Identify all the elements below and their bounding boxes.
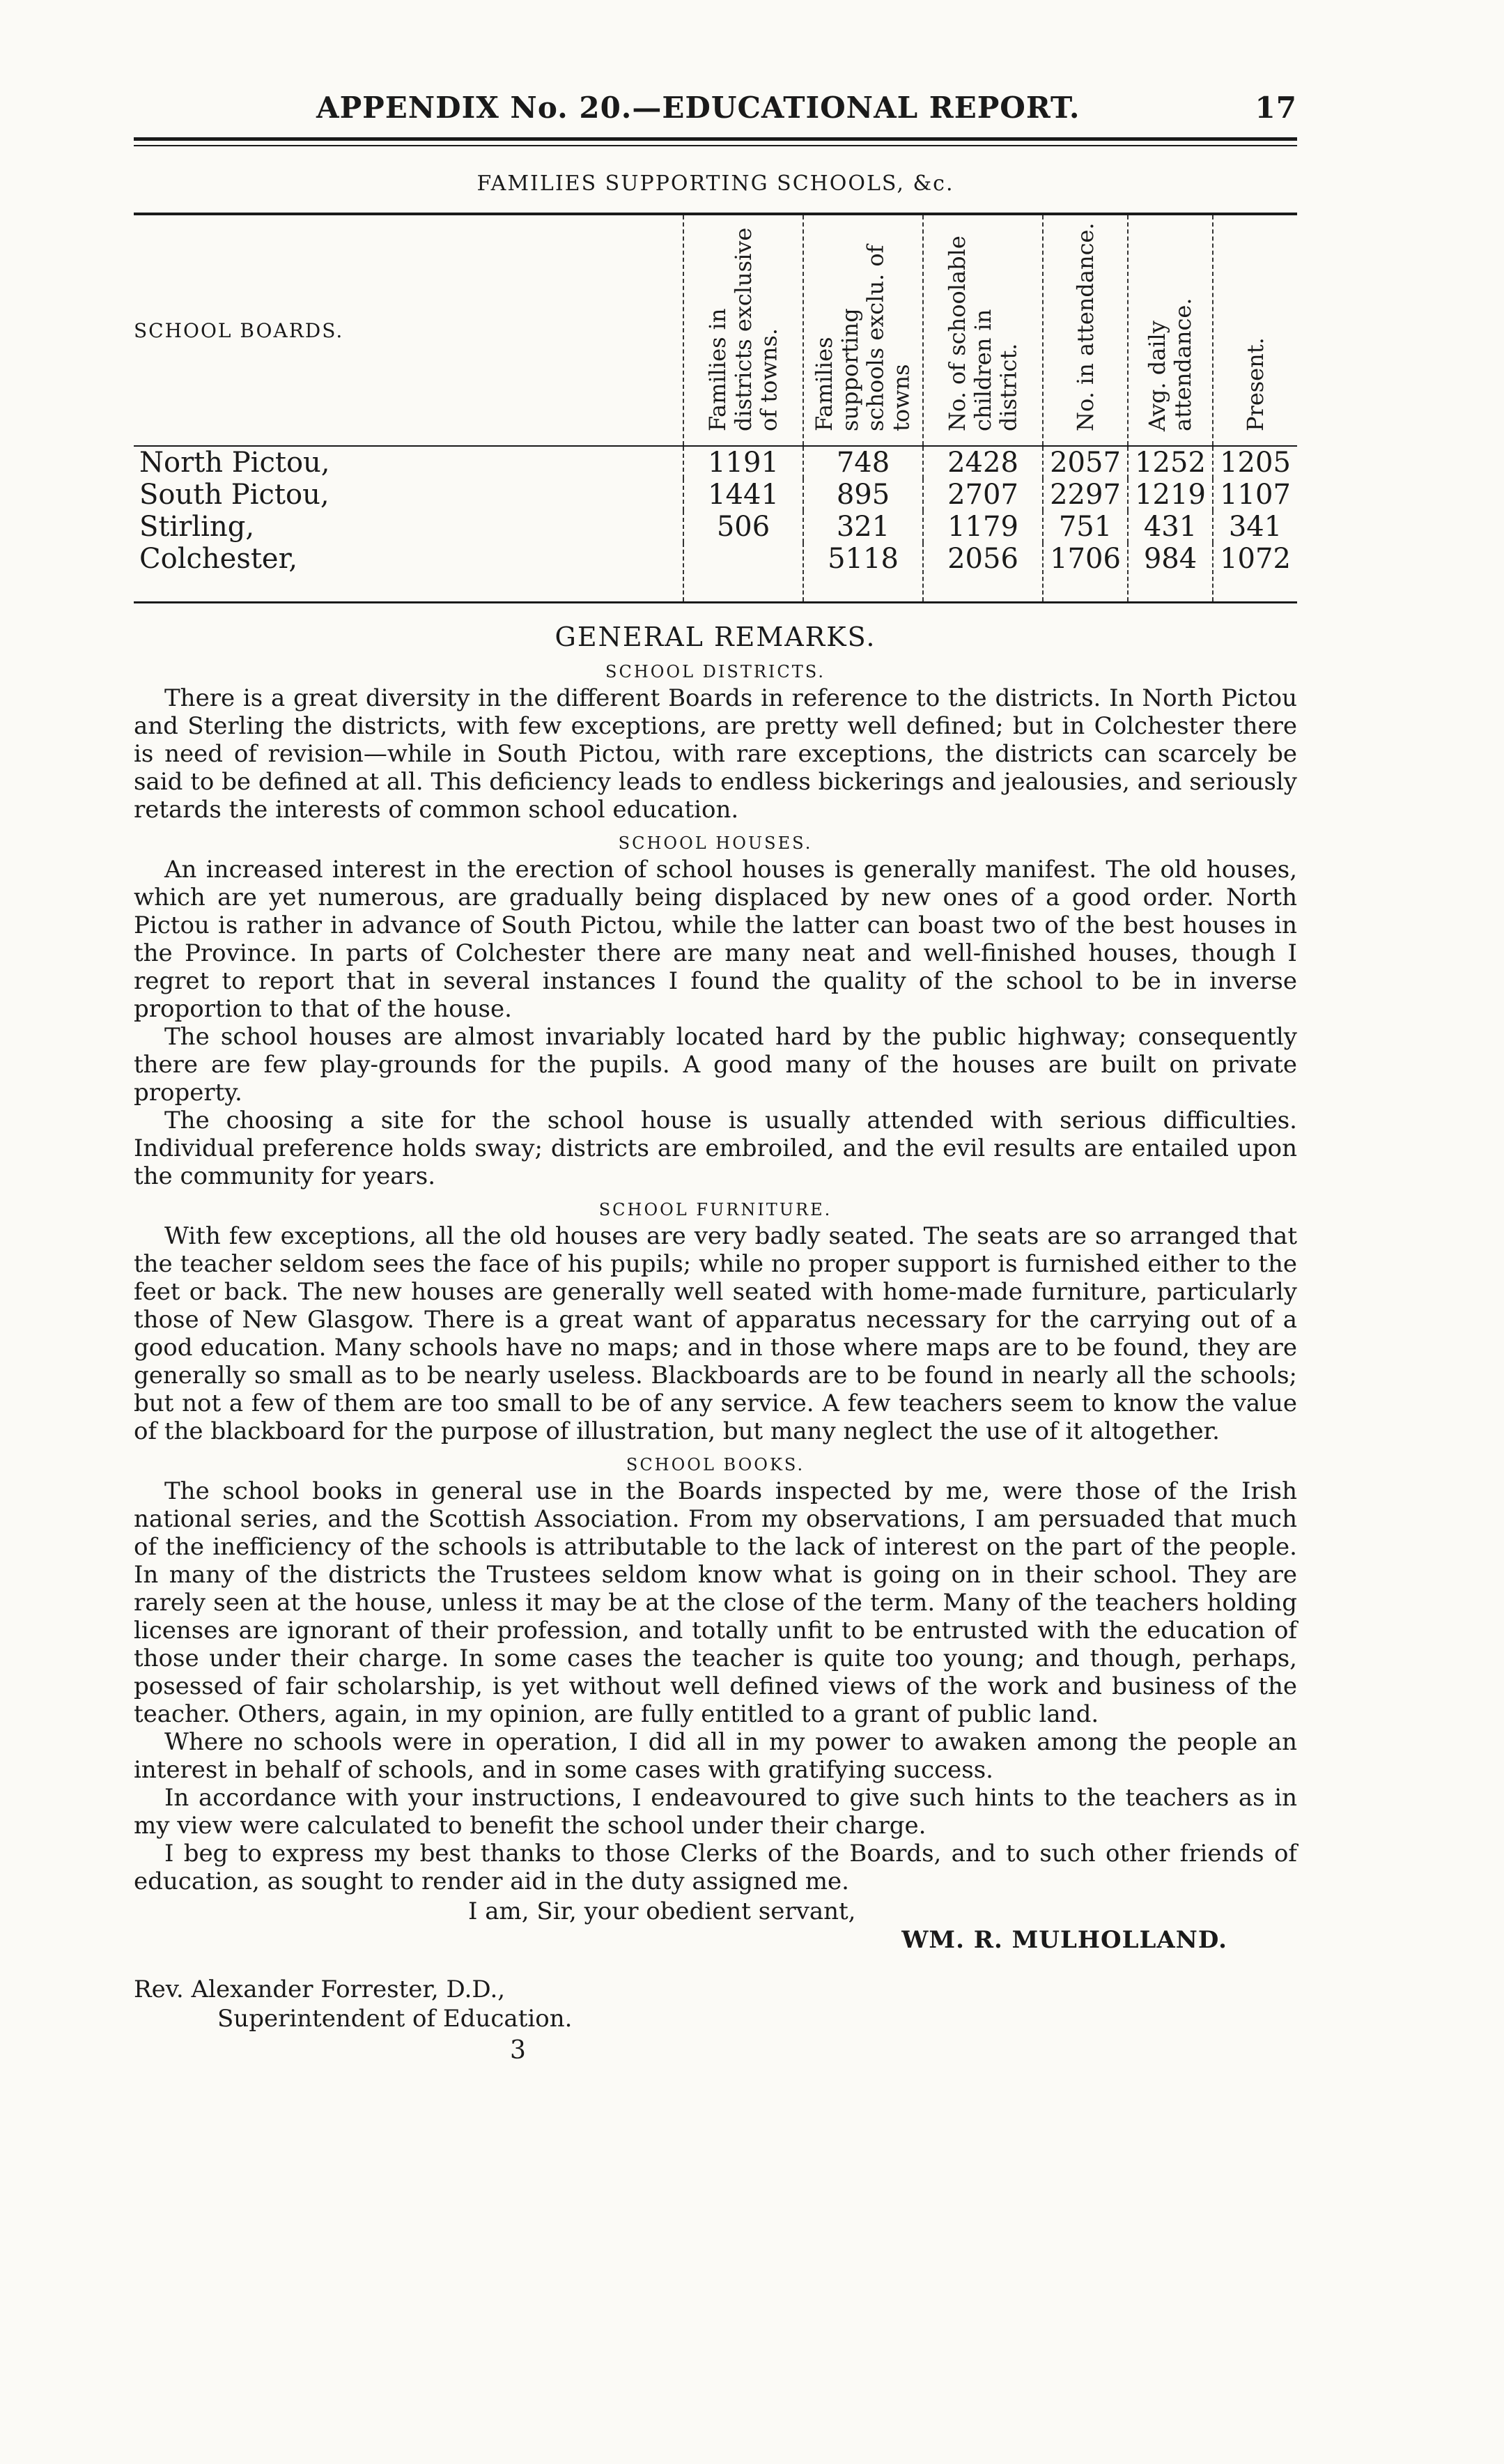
statistics-table xyxy=(134,213,1297,603)
section-school-furniture xyxy=(134,1200,1297,1445)
paragraph: In accordance with your instructions, I endeavoured to give such hints to the teachers as in my view were calculated to benefit the school under their charge. xyxy=(134,1784,1297,1840)
column-header: Families in districts exclusive of towns. xyxy=(683,214,803,446)
table-cell: 748 xyxy=(803,446,923,479)
table-cell: 1179 xyxy=(923,511,1043,543)
board-name: South Pictou, xyxy=(139,479,330,511)
folio-number: 3 xyxy=(510,2036,526,2065)
table-cell: 341 xyxy=(1213,511,1297,543)
table-cell: 984 xyxy=(1128,543,1213,603)
table-cell: 2297 xyxy=(1043,479,1128,511)
remarks-title: GENERAL REMARKS. xyxy=(555,622,876,652)
section-school-districts xyxy=(134,662,1297,824)
table-cell: 5118 xyxy=(803,543,923,603)
section-heading: SCHOOL DISTRICTS. xyxy=(605,662,825,682)
addressee-name: Rev. Alexander Forrester, D.D., xyxy=(134,1976,506,2003)
row-header: SCHOOL BOARDS. xyxy=(134,318,344,342)
column-header: No. in attendance. xyxy=(1043,214,1128,446)
addressee xyxy=(134,1975,1297,2033)
table-row xyxy=(134,479,1297,511)
paragraph: With few exceptions, all the old houses are very badly seated. The seats are so arranged that the teacher seldom sees the face of his pupils; while no proper support is furnished either to the feet or back. The new houses are generally well seated with home-made furniture, particularly those of New Glasgow. There is a great want of apparatus necessary for the carrying out of a good education. Many schools have no maps; and in those where maps are to be found, they are generally so small as to be nearly useless. Blackboards are to be found in nearly all the schools; but not a few of them are too small to be of any service. A few teachers seem to know the value of the blackboard for the purpose of illustration, but many neglect the use of it altogether. xyxy=(134,1222,1297,1445)
table-header-row xyxy=(134,214,1297,446)
column-header: Families supporting schools exclu. of towns xyxy=(803,214,923,446)
section-heading: SCHOOL BOOKS. xyxy=(626,1455,805,1474)
table-cell: 506 xyxy=(683,511,803,543)
column-header: Present. xyxy=(1213,214,1297,446)
board-name: Colchester, xyxy=(139,543,298,575)
paragraph: I beg to express my best thanks to those Clerks of the Boards, and to such other friends of education, as sought to render aid in the duty assigned me. xyxy=(134,1840,1297,1895)
signature: WM. R. MULHOLLAND. xyxy=(901,1926,1227,1954)
table-cell: 1107 xyxy=(1213,479,1297,511)
section-school-houses xyxy=(134,833,1297,1190)
table-cell: 1205 xyxy=(1213,446,1297,479)
paragraph: There is a great diversity in the different Boards in reference to the districts. In North Pictou and Sterling the districts, with few exceptions, are pretty well defined; but in Colchester there is need of revision—while in South Pictou, with rare exceptions, the districts can scarcely be said to be defined at all. This deficiency leads to endless bickerings and jealousies, and seriously retards the interests of common school education. xyxy=(134,684,1297,824)
table-row xyxy=(134,511,1297,543)
closing-line: I am, Sir, your obedient servant, xyxy=(468,1897,856,1925)
table-cell: 1252 xyxy=(1128,446,1213,479)
section-heading: SCHOOL FURNITURE. xyxy=(598,1200,832,1219)
table-caption: FAMILIES SUPPORTING SCHOOLS, &c. xyxy=(476,171,954,196)
page xyxy=(134,91,1297,2065)
table-cell: 895 xyxy=(803,479,923,511)
table-cell: 1706 xyxy=(1043,543,1128,603)
page-header xyxy=(134,91,1297,125)
header-rule-thin xyxy=(134,145,1297,146)
table-cell: 1441 xyxy=(683,479,803,511)
paragraph: Where no schools were in operation, I did all in my power to awaken among the people an interest in behalf of schools, and in some cases with gratifying success. xyxy=(134,1728,1297,1784)
table-row xyxy=(134,543,1297,603)
table-cell: 751 xyxy=(1043,511,1128,543)
table-cell: 431 xyxy=(1128,511,1213,543)
table-cell: 1072 xyxy=(1213,543,1297,603)
table-cell: 321 xyxy=(803,511,923,543)
table-cell: 2056 xyxy=(923,543,1043,603)
page-number: 17 xyxy=(1255,91,1297,125)
paragraph: The school houses are almost invariably located hard by the public highway; consequently there are few play-grounds for the pupils. A good many of the houses are built on private property. xyxy=(134,1023,1297,1107)
table-cell: 2428 xyxy=(923,446,1043,479)
table-cell xyxy=(683,543,803,603)
paragraph: An increased interest in the erection of school houses is generally manifest. The old houses, which are yet numerous, are gradually being displaced by new ones of a good order. North Pictou is rather in advance of South Pictou, while the latter can boast two of the best houses in the Province. In parts of Colchester there are many neat and well-finished houses, though I regret to report that in several instances I found the quality of the school to be in inverse proportion to that of the house. xyxy=(134,856,1297,1023)
column-header: No. of schoolable children in district. xyxy=(923,214,1043,446)
board-name: North Pictou, xyxy=(139,447,330,479)
paragraph: The choosing a site for the school house is usually attended with serious difficulties. Individual preference holds sway; districts are embroiled, and the evil results are entailed upon the community for years. xyxy=(134,1107,1297,1190)
section-heading: SCHOOL HOUSES. xyxy=(618,833,813,853)
table-cell: 1219 xyxy=(1128,479,1213,511)
paragraph: The school books in general use in the Boards inspected by me, were those of the Irish national series, and the Scottish Association. From my observations, I am persuaded that much of the inefficiency of the schools is attributable to the lack of interest on the part of the people. In many of the districts the Trustees seldom know what is going on in their school. They are rarely seen at the house, unless it may be at the close of the term. Many of the teachers holding licenses are ignorant of their profession, and totally unfit to be entrusted with the education of those under their charge. In some cases the teacher is quite too young; and though, perhaps, posessed of fair scholarship, is yet without well defined views of the work and business of the teacher. Others, again, in my opinion, are fully entitled to a grant of public land. xyxy=(134,1477,1297,1728)
table-row xyxy=(134,446,1297,479)
page-title: APPENDIX No. 20.—EDUCATIONAL REPORT. xyxy=(316,91,1080,125)
table-cell: 1191 xyxy=(683,446,803,479)
addressee-title: Superintendent of Education. xyxy=(217,2005,573,2033)
board-name: Stirling, xyxy=(139,511,255,543)
header-rule xyxy=(134,137,1297,141)
table-cell: 2707 xyxy=(923,479,1043,511)
section-school-books xyxy=(134,1455,1297,1895)
column-header: Avg. daily attendance. xyxy=(1128,214,1213,446)
table-cell: 2057 xyxy=(1043,446,1128,479)
